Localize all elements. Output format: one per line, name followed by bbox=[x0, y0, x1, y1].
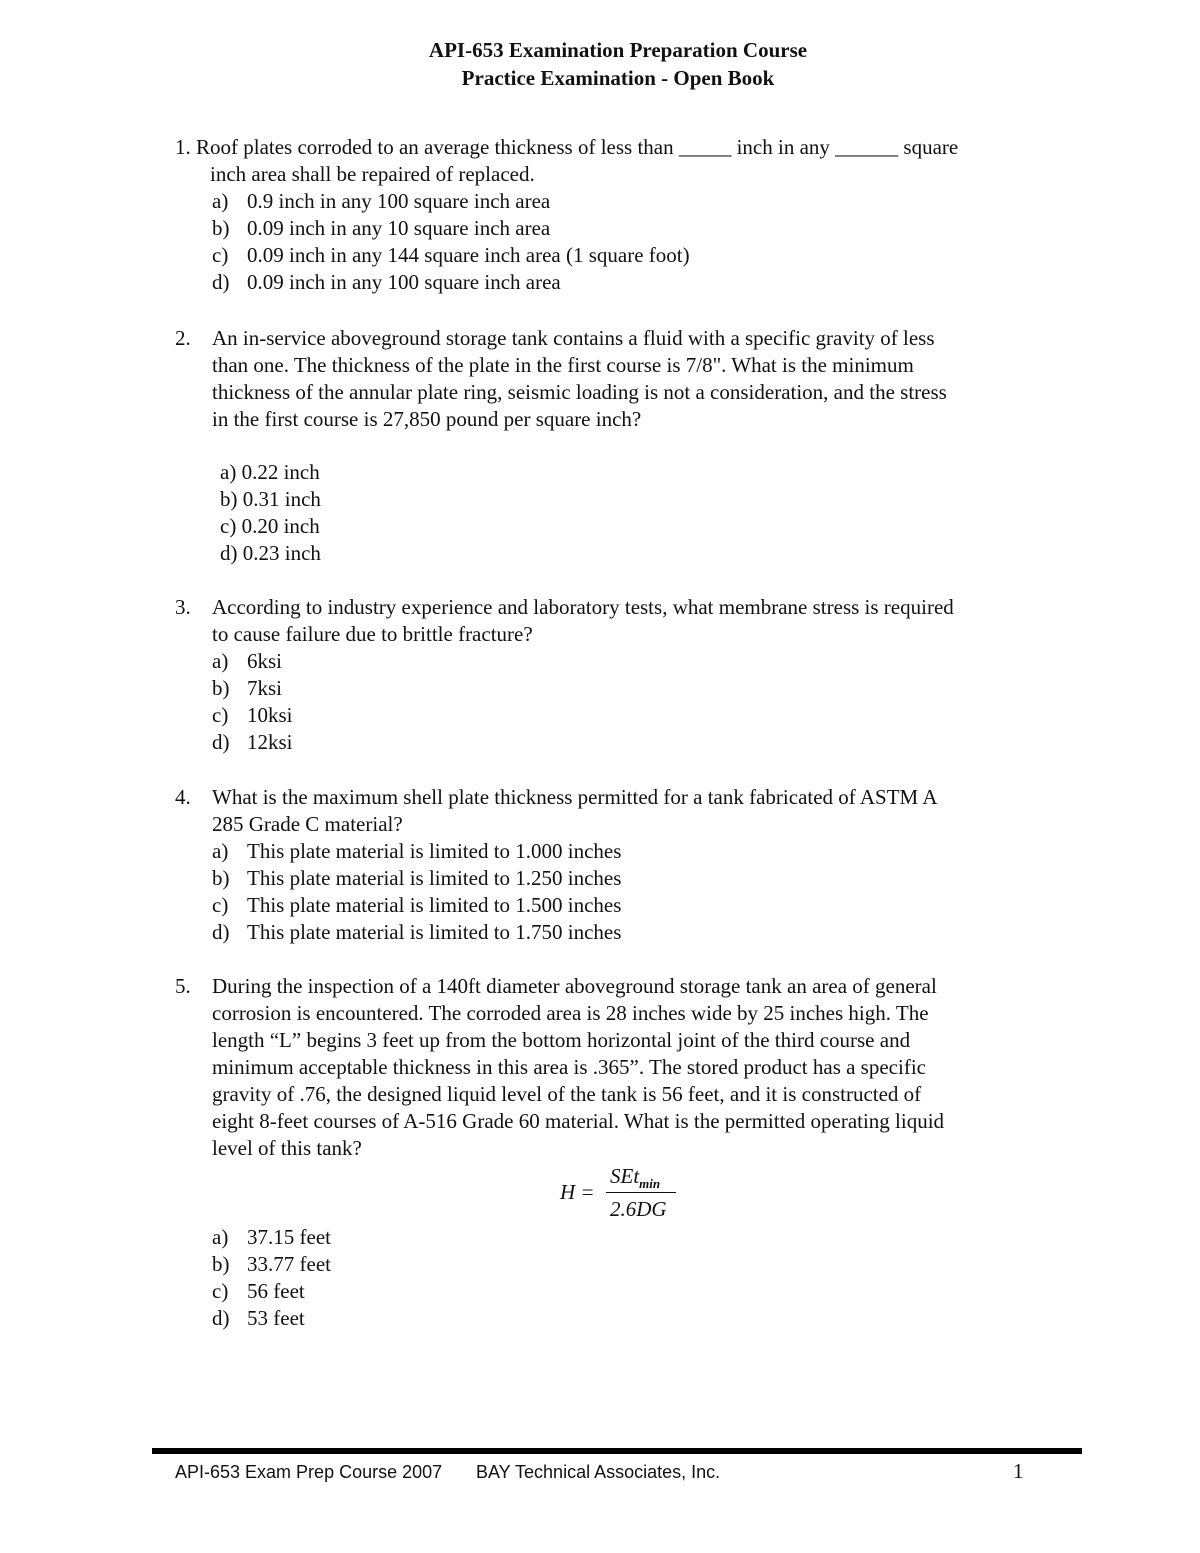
question-4-stem bbox=[212, 784, 1065, 838]
formula bbox=[560, 1162, 690, 1222]
footer-course: API-653 Exam Prep Course 2007 bbox=[175, 1462, 443, 1482]
question-1-number: 1. bbox=[175, 135, 191, 159]
formula-lhs: H = bbox=[560, 1180, 595, 1204]
option bbox=[175, 1251, 1065, 1278]
option-label: c) bbox=[212, 243, 229, 267]
option-label: b) bbox=[212, 676, 230, 700]
question-1-stem-line2: inch area shall be repaired of replaced. bbox=[210, 162, 535, 186]
option-text: 56 feet bbox=[247, 1279, 305, 1303]
question-5-stem bbox=[212, 973, 1065, 1162]
stem-line: level of this tank? bbox=[212, 1136, 362, 1160]
option bbox=[175, 892, 1065, 919]
option-text: This plate material is limited to 1.750 inches bbox=[247, 920, 622, 944]
question-3-number: 3. bbox=[175, 595, 191, 619]
option-label: c) bbox=[212, 1279, 229, 1303]
question-3 bbox=[175, 594, 1065, 756]
formula-subscript: min bbox=[639, 1176, 661, 1192]
stem-line: to cause failure due to brittle fracture? bbox=[212, 622, 533, 646]
page-number: 1 bbox=[1013, 1459, 1024, 1483]
option bbox=[175, 919, 1065, 946]
option: b) 0.31 inch bbox=[220, 487, 321, 511]
question-5-number: 5. bbox=[175, 974, 191, 998]
question-3-options bbox=[175, 648, 1065, 756]
question-3-stem bbox=[212, 594, 1065, 648]
option-text: 0.09 inch in any 100 square inch area bbox=[247, 270, 561, 294]
stem-line: than one. The thickness of the plate in the first course is 7/8". What is the minimum bbox=[212, 353, 914, 377]
fraction-bar bbox=[606, 1192, 676, 1193]
option-text: This plate material is limited to 1.000 inches bbox=[247, 839, 622, 863]
option: a) 0.22 inch bbox=[220, 460, 320, 484]
option-text: 0.9 inch in any 100 square inch area bbox=[247, 189, 551, 213]
question-5 bbox=[175, 973, 1065, 1162]
question-2-number: 2. bbox=[175, 326, 191, 350]
formula-numerator: SEt$_{min}$ bbox=[610, 1164, 661, 1192]
formula-denominator: 2.6DG bbox=[610, 1197, 667, 1221]
option-text: 12ksi bbox=[247, 730, 293, 754]
question-2-stem bbox=[212, 325, 1065, 433]
option-label: d) bbox=[212, 1306, 230, 1330]
option-label: d) bbox=[212, 270, 230, 294]
question-1 bbox=[175, 134, 1065, 296]
question-1-options bbox=[175, 188, 1065, 296]
page-title: API-653 Examination Preparation Course bbox=[428, 38, 808, 62]
option-text: 33.77 feet bbox=[247, 1252, 331, 1276]
stem-line: According to industry experience and laboratory tests, what membrane stress is required bbox=[212, 595, 954, 619]
option-label: a) bbox=[212, 189, 229, 213]
stem-line: 285 Grade C material? bbox=[212, 812, 403, 836]
option bbox=[175, 242, 1065, 269]
page-subtitle: Practice Examination - Open Book bbox=[461, 66, 775, 90]
option-label: c) bbox=[212, 703, 229, 727]
stem-line: thickness of the annular plate ring, seismic loading is not a consideration, and the stress bbox=[212, 380, 947, 404]
option bbox=[175, 838, 1065, 865]
question-4 bbox=[175, 784, 1065, 946]
stem-line: During the inspection of a 140ft diameter aboveground storage tank an area of general bbox=[212, 974, 937, 998]
option bbox=[175, 729, 1065, 756]
option-label: a) bbox=[212, 649, 229, 673]
stem-line: An in-service aboveground storage tank contains a fluid with a specific gravity of less bbox=[212, 326, 935, 350]
option-text: 0.09 inch in any 144 square inch area (1 square foot) bbox=[247, 243, 690, 267]
stem-line: minimum acceptable thickness in this area is .365”. The stored product has a specific bbox=[212, 1055, 926, 1079]
option-text: 7ksi bbox=[247, 676, 283, 700]
option bbox=[175, 1278, 1065, 1305]
option-text: 6ksi bbox=[247, 649, 283, 673]
option-label: d) bbox=[212, 730, 230, 754]
option-label: b) bbox=[212, 866, 230, 890]
option-text: This plate material is limited to 1.500 inches bbox=[247, 893, 622, 917]
question-2 bbox=[175, 325, 1065, 567]
option-text: 37.15 feet bbox=[247, 1225, 331, 1249]
option-label: a) bbox=[212, 839, 229, 863]
question-5-options bbox=[175, 1224, 1065, 1332]
option-label: b) bbox=[212, 216, 230, 240]
option-text: This plate material is limited to 1.250 inches bbox=[247, 866, 622, 890]
stem-line: What is the maximum shell plate thickness permitted for a tank fabricated of ASTM A bbox=[212, 785, 938, 809]
question-2-options bbox=[220, 459, 1065, 567]
question-4-number: 4. bbox=[175, 785, 191, 809]
question-1-stem-text: Roof plates corroded to an average thickness of less than _____ inch in any ______ square bbox=[196, 135, 959, 159]
option-label: b) bbox=[212, 1252, 230, 1276]
option-text: 10ksi bbox=[247, 703, 293, 727]
option bbox=[175, 269, 1065, 296]
option bbox=[175, 1224, 1065, 1251]
option: c) 0.20 inch bbox=[220, 514, 320, 538]
stem-line: corrosion is encountered. The corroded area is 28 inches wide by 25 inches high. The bbox=[212, 1001, 929, 1025]
question-1-stem-line1 bbox=[175, 134, 1065, 161]
stem-line: in the first course is 27,850 pound per square inch? bbox=[212, 407, 642, 431]
option bbox=[175, 648, 1065, 675]
footer-company: BAY Technical Associates, Inc. bbox=[476, 1462, 721, 1482]
stem-line: length “L” begins 3 feet up from the bottom horizontal joint of the third course and bbox=[212, 1028, 911, 1052]
option bbox=[175, 865, 1065, 892]
option-text: 0.09 inch in any 10 square inch area bbox=[247, 216, 551, 240]
option bbox=[175, 675, 1065, 702]
footer-rule bbox=[152, 1448, 1082, 1454]
option-label: a) bbox=[212, 1225, 229, 1249]
option bbox=[175, 215, 1065, 242]
option bbox=[175, 1305, 1065, 1332]
option-label: c) bbox=[212, 893, 229, 917]
option-label: d) bbox=[212, 920, 230, 944]
stem-line: eight 8-feet courses of A-516 Grade 60 material. What is the permitted operating liquid bbox=[212, 1109, 945, 1133]
option bbox=[175, 702, 1065, 729]
option bbox=[175, 188, 1065, 215]
option-text: 53 feet bbox=[247, 1306, 305, 1330]
option: d) 0.23 inch bbox=[220, 541, 321, 565]
question-4-options bbox=[175, 838, 1065, 946]
stem-line: gravity of .76, the designed liquid level of the tank is 56 feet, and it is constructed of bbox=[212, 1082, 922, 1106]
